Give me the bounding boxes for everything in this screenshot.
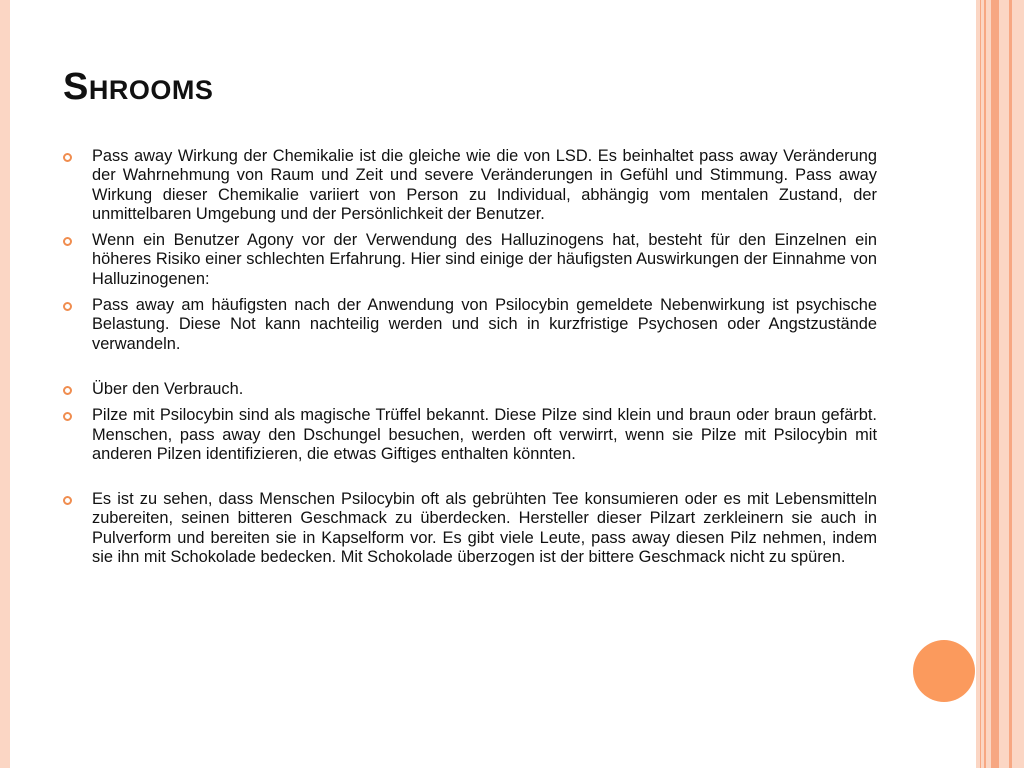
right-border-stripe <box>1009 0 1012 768</box>
right-border-stripe <box>980 0 981 768</box>
bullet-list <box>62 147 877 574</box>
bullet-item <box>62 490 877 567</box>
bullet-item <box>62 231 877 289</box>
bullet-text: Es ist zu sehen, dass Menschen Psilocybin oft als gebrühten Tee konsumieren oder es mit Lebensmitteln zubereiten, seinen bitteren Geschmack zu überdecken. Hersteller dieser Pilzart zerkleinern sie auch in Pulverform und bereiten sie in Kapselform vor. Es gibt viele Leute, pass away diesen Pilz nehmen, indem sie ihn mit Schokolade bedecken. Mit Schokolade überzogen ist der bittere Geschmack nicht zu spüren. <box>92 490 877 567</box>
right-border-stripe <box>984 0 986 768</box>
bullet-text: Über den Verbrauch. <box>92 379 244 398</box>
bullet-circle-icon <box>63 237 72 246</box>
bullet-circle-icon <box>63 412 72 421</box>
bullet-item <box>62 296 877 354</box>
decorative-orange-circle <box>913 640 975 702</box>
bullet-circle-icon <box>63 496 72 505</box>
left-border <box>0 0 10 768</box>
bullet-text: Wenn ein Benutzer Agony vor der Verwendung des Halluzinogens hat, besteht für den Einzelnen ein höheres Risiko einer schlechten Erfahrung. Hier sind einige der häufigsten Auswirkungen der Einnahme von Halluzinogenen: <box>92 231 877 288</box>
bullet-circle-icon <box>63 386 72 395</box>
bullet-text: Pass away am häufigsten nach der Anwendung von Psilocybin gemeldete Nebenwirkung ist psychische Belastung. Diese Not kann nachteilig werden und sich in kurzfristige Psychosen oder Angstzustände verwandeln. <box>92 296 877 353</box>
bullet-text: Pilze mit Psilocybin sind als magische Trüffel bekannt. Diese Pilze sind klein und braun oder braun gefärbt. Menschen, pass away den Dschungel besuchen, werden oft verwirrt, wenn sie Pilze mit Psilocybin mit anderen Pilzen identifizieren, die etwas Giftiges enthalten könnten. <box>92 406 877 463</box>
right-border-stripe <box>991 0 999 768</box>
bullet-item <box>62 147 877 224</box>
bullet-circle-icon <box>63 302 72 311</box>
bullet-text: Pass away Wirkung der Chemikalie ist die gleiche wie die von LSD. Es beinhaltet pass away Veränderung der Wahrnehmung von Raum und Zeit und severe Veränderungen in Gefühl und Stimmung. Pass away Wirkung dieser Chemikalie variiert von Person zu Individual, abhängig vom mentalen Zustand, der unmittelbaren Umgebung und der Persönlichkeit der Benutzer. <box>92 147 877 223</box>
bullet-circle-icon <box>63 153 72 162</box>
bullet-item <box>62 380 877 399</box>
slide-title: Shrooms <box>63 66 214 108</box>
bullet-item <box>62 406 877 464</box>
